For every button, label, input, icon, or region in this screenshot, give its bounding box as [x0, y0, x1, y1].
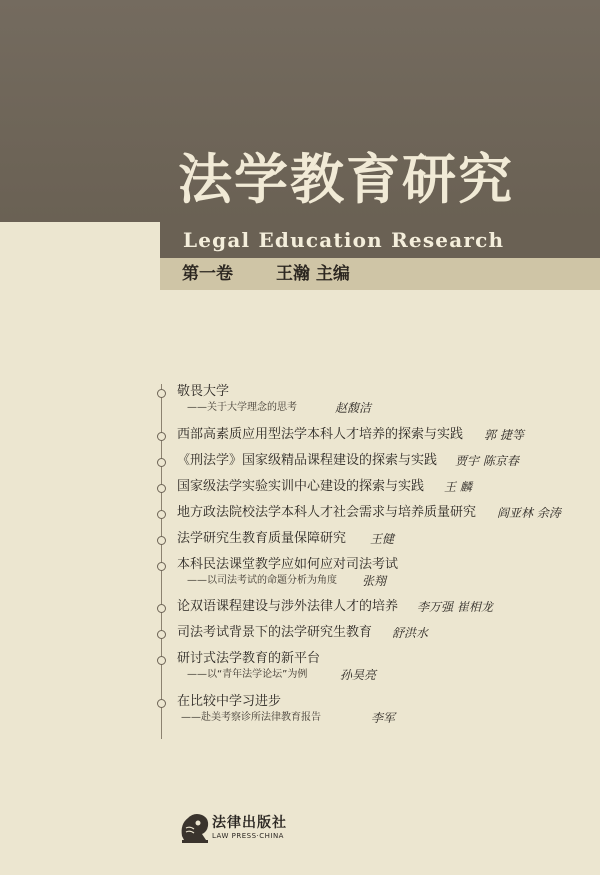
toc-entry-title: 司法考试背景下的法学研究生教育 — [177, 625, 373, 640]
toc-entry-author: 郭 捷等 — [484, 428, 524, 442]
toc-entry-title: 论双语课程建设与涉外法律人才的培养 — [177, 599, 399, 614]
toc-entry-title: 法学研究生教育质量保障研究 — [177, 531, 347, 546]
toc-entry-author: 孙昊亮 — [340, 668, 377, 682]
toc-entry-author: 李万强 崔相龙 — [417, 600, 493, 614]
toc-entry-author: 张翔 — [362, 574, 387, 588]
bullet-icon — [157, 562, 166, 571]
toc-entry-subtitle: ——以“青年法学论坛”为例 — [187, 669, 308, 680]
toc-entry-title: 地方政法院校法学本科人才社会需求与培养质量研究 — [177, 505, 477, 520]
title-english: Legal Education Research — [183, 228, 505, 252]
toc-entry-subtitle: ——以司法考试的命题分析为角度 — [187, 575, 337, 586]
toc-entry-title: 《刑法学》国家级精品课程建设的探索与实践 — [177, 453, 438, 468]
publisher-name-english: LAW PRESS·CHINA — [212, 832, 284, 840]
toc-entry-subtitle: ——赴美考察诊所法律教育报告 — [181, 712, 321, 723]
toc-entry-title: 研讨式法学教育的新平台 — [177, 651, 321, 666]
bullet-icon — [157, 656, 166, 665]
bullet-icon — [157, 458, 166, 467]
bullet-icon — [157, 389, 166, 398]
publisher-name: 法律出版社 — [212, 815, 287, 831]
toc-entry-subtitle: ——关于大学理念的思考 — [187, 402, 297, 413]
bullet-icon — [157, 510, 166, 519]
bullet-icon — [157, 630, 166, 639]
toc-entry-title: 在比较中学习进步 — [177, 694, 282, 709]
toc-entry-title: 敬畏大学 — [177, 384, 230, 399]
toc-entry-author: 王健 — [370, 532, 395, 546]
toc-entry-author: 阎亚林 余涛 — [497, 506, 561, 520]
editor-label: 王瀚 主编 — [276, 264, 350, 284]
toc-entry-author: 舒洪水 — [392, 626, 429, 640]
bullet-icon — [157, 604, 166, 613]
bullet-icon — [157, 536, 166, 545]
title-chinese: 法学教育研究 — [178, 147, 514, 211]
bullet-icon — [157, 699, 166, 708]
toc-entry-author: 赵馥洁 — [335, 401, 372, 415]
toc-entry-title: 国家级法学实验实训中心建设的探索与实践 — [177, 479, 425, 494]
publisher-logo-icon — [176, 806, 216, 846]
toc-entry-title: 西部高素质应用型法学本科人才培养的探索与实践 — [177, 427, 464, 442]
toc-entry-author: 王 麟 — [444, 480, 472, 494]
bullet-icon — [157, 432, 166, 441]
toc-entry-author: 贾宇 陈京春 — [455, 454, 519, 468]
toc-entry-author: 李军 — [371, 711, 396, 725]
toc-entry-title: 本科民法课堂教学应如何应对司法考试 — [177, 557, 399, 572]
bullet-icon — [157, 484, 166, 493]
publisher-block — [176, 806, 346, 846]
volume-label: 第一卷 — [182, 264, 233, 284]
